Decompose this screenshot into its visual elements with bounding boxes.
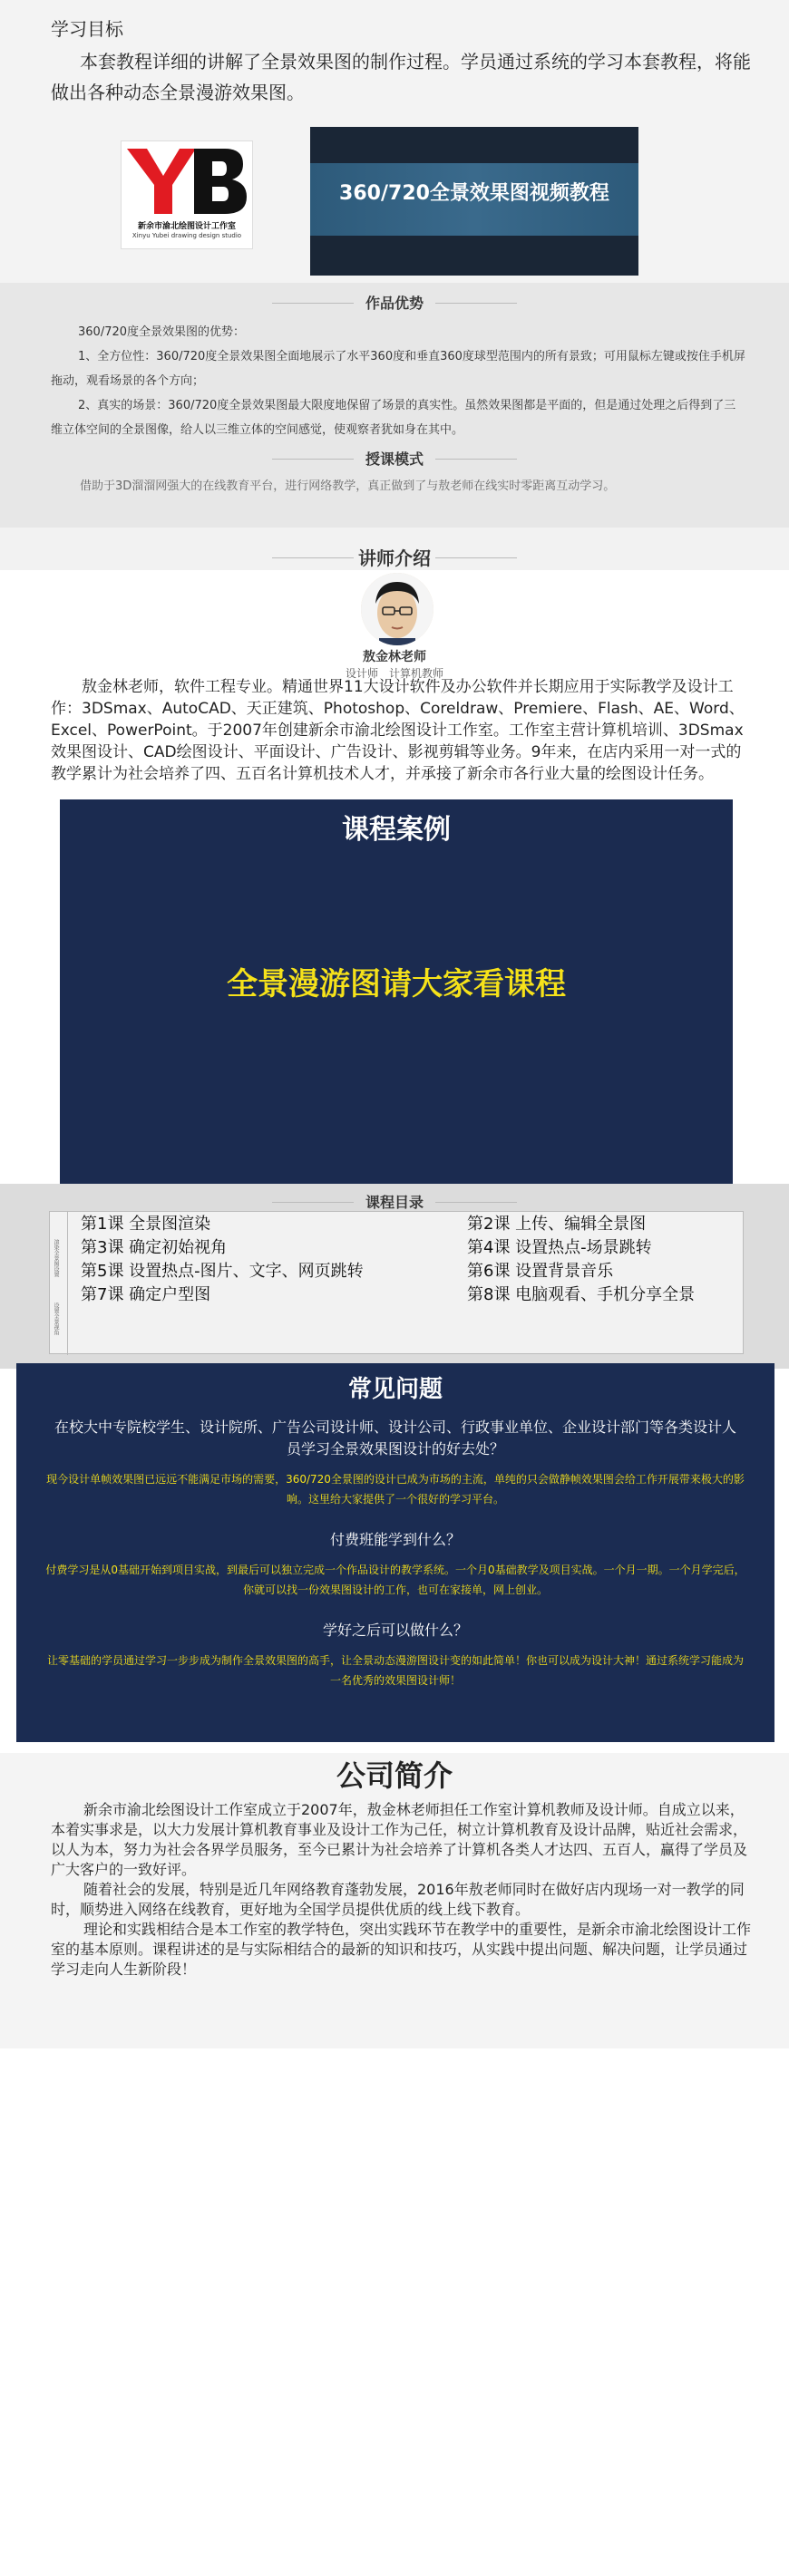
faq-heading: 常见问题 — [347, 1376, 443, 1403]
lesson-item: 第4课 设置热点-场景跳转 — [467, 1238, 652, 1257]
catalog-side-label-2: 设置全景视角 — [53, 1303, 59, 1335]
company-section — [0, 1753, 789, 2048]
teacher-portrait-icon — [361, 573, 433, 645]
logo-name-cn: 新余市渝北绘图设计工作室 — [137, 222, 236, 231]
learning-goals-heading: 学习目标 — [51, 18, 123, 40]
course-banner — [310, 127, 638, 276]
teacher-title: 设计师 计算机教师 — [345, 667, 443, 680]
lesson-item: 第2课 上传、编辑全景图 — [467, 1215, 647, 1234]
advantage-point-2: 2、真实的场景：360/720度全景效果图最大限度地保留了场景的真实性。虽然效果图都是平面的，但是通过处理之后得到了三维立体空间的全景图像，给人以三维立体的空间感觉，使观察者犹如身在其中。 — [51, 399, 736, 437]
advantages-heading: 作品优势 — [0, 292, 789, 313]
lesson-item: 第6课 设置背景音乐 — [467, 1262, 614, 1281]
banner-title: 360/720全景效果图视频教程 — [339, 182, 609, 205]
company-heading: 公司简介 — [336, 1758, 453, 1793]
advantages-intro: 360/720度全景效果图的优势： — [78, 325, 246, 339]
teacher-heading: 讲师介绍 — [0, 544, 789, 570]
logo-name-en: Xinyu Yubei drawing design studio — [132, 232, 242, 239]
course-case-panel — [60, 799, 733, 1184]
lesson-item: 第5课 设置热点-图片、文字、网页跳转 — [81, 1262, 364, 1281]
teacher-name: 敖金林老师 — [363, 650, 426, 664]
company-paragraph-2: 随着社会的发展，特别是近几年网络教育蓬勃发展，2016年敖老师同时在做好店内现场一对一教学的同时，顺势进入网络在线教育，更好地为全国学员提供优质的线上线下教育。 — [51, 1881, 745, 1918]
advantages-text — [0, 320, 789, 442]
faq-section — [16, 1363, 774, 1742]
course-catalog-heading: 课程目录 — [0, 1191, 789, 1212]
teaching-mode-heading: 授课模式 — [0, 448, 789, 469]
learning-goals-text: 本套教程详细的讲解了全景效果图的制作过程。学员通过系统的学习本套教程，将能做出各种动态全景漫游效果图。 — [51, 51, 751, 103]
teacher-bio: 敖金林老师，软件工程专业。精通世界11大设计软件及办公软件并长期应用于实际教学及设计工作：3DSmax、AutoCAD、天正建筑、Photoshop、Coreldraw、Premiere、Flash、AE、Word、Excel、PowerPoint。于2007年创建新余市渝北绘图设计工作室。工作室主营计算机培训、3DSmax效果图设计、CAD绘图设计、平面设计、广告设计、影视剪辑等业务。9年来，在店内采用一对一式的教学累计为社会培养了四、五百名计算机技术人才，并承接了新余市各行业大量的绘图设计任务。 — [51, 678, 745, 783]
lesson-item: 第7课 确定户型图 — [81, 1285, 211, 1304]
course-catalog-box — [49, 1211, 744, 1354]
company-paragraph-1: 新余市渝北绘图设计工作室成立于2007年，敖金林老师担任工作室计算机教师及设计师。自成立以来，本着实事求是，以大力发展计算机教育事业及设计工作为己任，树立计算机教育及设计品牌，贴近社会需求，以人为本，努力为社会各界学员服务，至今已累计为社会培养了计算机各类人才达四、五百人，赢得了学员及广大客户的一致好评。 — [51, 1801, 748, 1878]
lesson-list — [81, 1214, 770, 1306]
learning-goals-section — [0, 0, 789, 283]
lesson-item: 第8课 电脑观看、手机分享全景 — [467, 1285, 696, 1304]
catalog-side-labels — [50, 1212, 68, 1355]
catalog-side-label-1: 渲染全景图设置 — [53, 1239, 59, 1277]
advantage-point-1: 1、全方位性：360/720度全景效果图全面地展示了水平360度和垂直360度球型范围内的所有景致；可用鼠标左键或按住手机屏拖动，观看场景的各个方向； — [51, 350, 745, 388]
teaching-mode-text: 借助于3D溜溜网强大的在线教育平台，进行网络教学，真正做到了与敖老师在线实时零距离互动学习。 — [80, 479, 616, 493]
teacher-avatar — [361, 573, 433, 645]
faq-question-1: 在校大中专院校学生、设计院所、广告公司设计师、设计公司、行政事业单位、企业设计部门等各类设计人员学习全景效果图设计的好去处？ — [54, 1419, 736, 1457]
faq-answer-2: 付费学习是从0基础开始到项目实战，到最后可以独立完成一个作品设计的教学系统。一个月0基础教学及项目实战。一个月一期。一个月学完后，你就可以找一份效果图设计的工作，也可在家接单，网上创业。 — [45, 1564, 745, 1596]
lesson-item: 第3课 确定初始视角 — [81, 1238, 228, 1257]
advantages-section — [0, 283, 789, 528]
course-case-text: 全景漫游图请大家看课程 — [227, 966, 566, 1002]
faq-question-2: 付费班能学到什么？ — [329, 1531, 461, 1548]
course-catalog-section — [0, 1184, 789, 1369]
course-case-title: 课程案例 — [342, 814, 451, 846]
faq-question-3: 学好之后可以做什么？ — [322, 1622, 468, 1639]
teacher-section — [0, 528, 789, 570]
faq-answer-1: 现今设计单帧效果图已远远不能满足市场的需要，360/720全景图的设计已成为市场的主流，单纯的只会做静帧效果图会给工作开展带来极大的影响。这里给大家提供了一个很好的学习平台。 — [46, 1473, 745, 1506]
lesson-item: 第1课 全景图渲染 — [81, 1215, 211, 1234]
studio-logo — [121, 140, 253, 249]
company-paragraph-3: 理论和实践相结合是本工作室的教学特色，突出实践环节在教学中的重要性，是新余市渝北绘图设计工作室的基本原则。课程讲述的是与实际相结合的最新的知识和技巧，从实践中提出问题、解决问题，让学员通过学习走向人生新阶段！ — [51, 1921, 752, 1978]
yb-logo-icon — [127, 149, 247, 214]
faq-answer-3: 让零基础的学员通过学习一步步成为制作全景效果图的高手，让全景动态漫游图设计变的如此简单！你也可以成为设计大神！通过系统学习能成为一名优秀的效果图设计师！ — [46, 1654, 744, 1687]
